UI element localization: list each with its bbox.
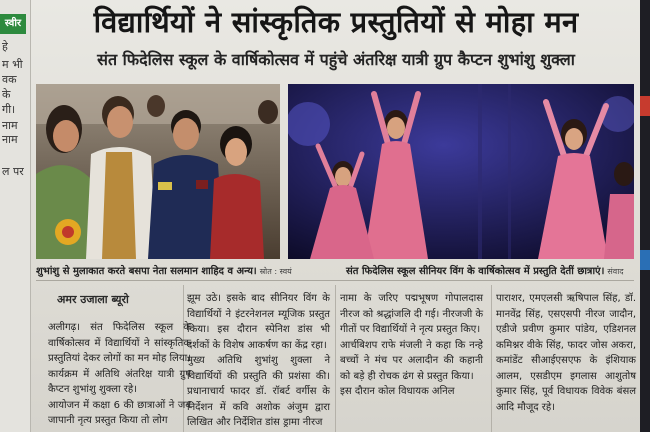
column-fragment: नाम xyxy=(2,119,18,132)
photo-credit: स्रोत : स्वयं xyxy=(259,267,292,276)
section-divider xyxy=(36,280,634,281)
column-divider xyxy=(491,285,492,432)
column-divider xyxy=(335,285,336,432)
column-fragment: म भी xyxy=(2,58,23,71)
photo-credit: संवाद xyxy=(607,267,624,276)
article-column-2 xyxy=(187,291,330,431)
photo-caption-meeting xyxy=(36,263,292,277)
article-column-1 xyxy=(48,320,191,429)
article-paragraph: मुख्य अतिथि शुभांशु शुक्ला ने विद्यार्थियों की प्रस्तुति की प्रशंसा की। प्रधानाचार्य फादर डॉ. रॉबर्ट वर्गीस के निर्देशन में कवि अशोक अंजुम द्वारा लिखित और निर्देशित डांस ड्रामा नीरज xyxy=(187,355,330,428)
photo-caption-dance xyxy=(346,263,624,277)
red-block xyxy=(640,96,650,116)
photo-meeting xyxy=(36,84,280,259)
byline: अमर उजाला ब्यूरो xyxy=(57,293,129,306)
adjacent-column-right xyxy=(640,0,650,432)
column-fragment: के xyxy=(2,88,11,101)
article-paragraph: आर्चबिशप राफे मंजली ने कहा कि नन्हे बच्चों ने मंच पर अलादीन की कहानी को बड़े ही रोचक ढंग से प्रस्तुत किया। xyxy=(340,339,483,382)
article-column-4 xyxy=(496,291,636,415)
column-fragment: वक xyxy=(2,73,17,86)
column-fragment: ल पर xyxy=(2,165,24,178)
caption-text: शुभांशु से मुलाकात करते बसपा नेता सलमान शाहिद व अन्य। xyxy=(36,266,257,277)
article-paragraph: आयोजन में कक्षा 6 की छात्राओं ने जब जापानी नृत्य प्रस्तुत किया तो लोग xyxy=(48,399,191,426)
article-paragraph: इस दौरान कोल विधायक अनिल xyxy=(340,386,455,397)
headline: विद्यार्थियों ने सांस्कृतिक प्रस्तुतियों से मोहा मन xyxy=(93,5,579,39)
subheadline: संत फिदेलिस स्कूल के वार्षिकोत्सव में पहुंचे अंतरिक्ष यात्री ग्रुप कैप्टन शुभांशु शुक्ला xyxy=(97,50,575,69)
article-column-3 xyxy=(340,291,483,400)
article-paragraph: पाराशर, एमएलसी ऋषिपाल सिंह, डॉ. मानवेंद्र सिंह, एसएसपी नीरज जादौन, एडीजे प्रवीण कुमार पांडेय, एडिशनल कमिश्नर वीके सिंह, फादर जोस अकरा, कमांडेंट सीआईएसएफ के इंशियाक आलम, एसडीएम इगलास आशुतोष कुमार सिंह, पूर्व विधायक विवेक बंसल आदि मौजूद रहे। xyxy=(496,293,636,413)
adjacent-column-left xyxy=(0,0,31,432)
blue-block xyxy=(640,250,650,270)
photo-dance xyxy=(288,84,634,259)
column-fragment: नाम xyxy=(2,133,18,146)
section-tag: स्वीर xyxy=(0,14,26,34)
article-paragraph: अलीगढ़। संत फिदेलिस स्कूल के वार्षिकोत्सव में विद्यार्थियों ने सांस्कृतिक प्रस्तुतियां देकर लोगों का मन मोह लिया। कार्यक्रम में अतिथि अंतरिक्ष यात्री ग्रुप कैप्टन शुभांशु शुक्ला रहे। xyxy=(48,322,191,395)
column-fragment: गी। xyxy=(2,103,16,116)
caption-text: संत फिदेलिस स्कूल सीनियर विंग के वार्षिकोत्सव में प्रस्तुति देतीं छात्राएं। xyxy=(346,266,605,277)
column-fragment: हे xyxy=(2,40,8,53)
article-paragraph: झूम उठे। इसके बाद सीनियर विंग के विद्यार्थियों ने इंटरनेशनल म्यूजिक प्रस्तुत किया। इस दौरान स्पेनिश डांस भी दर्शकों के विशेष आकर्षण का केंद्र रहा। xyxy=(187,293,330,351)
article-paragraph: नामा के जरिए पद्मभूषण गोपालदास नीरज को श्रद्धांजलि दी गई। नीरजजी के गीतों पर विद्यार्थियों ने नृत्य प्रस्तुत किए। xyxy=(340,293,484,335)
